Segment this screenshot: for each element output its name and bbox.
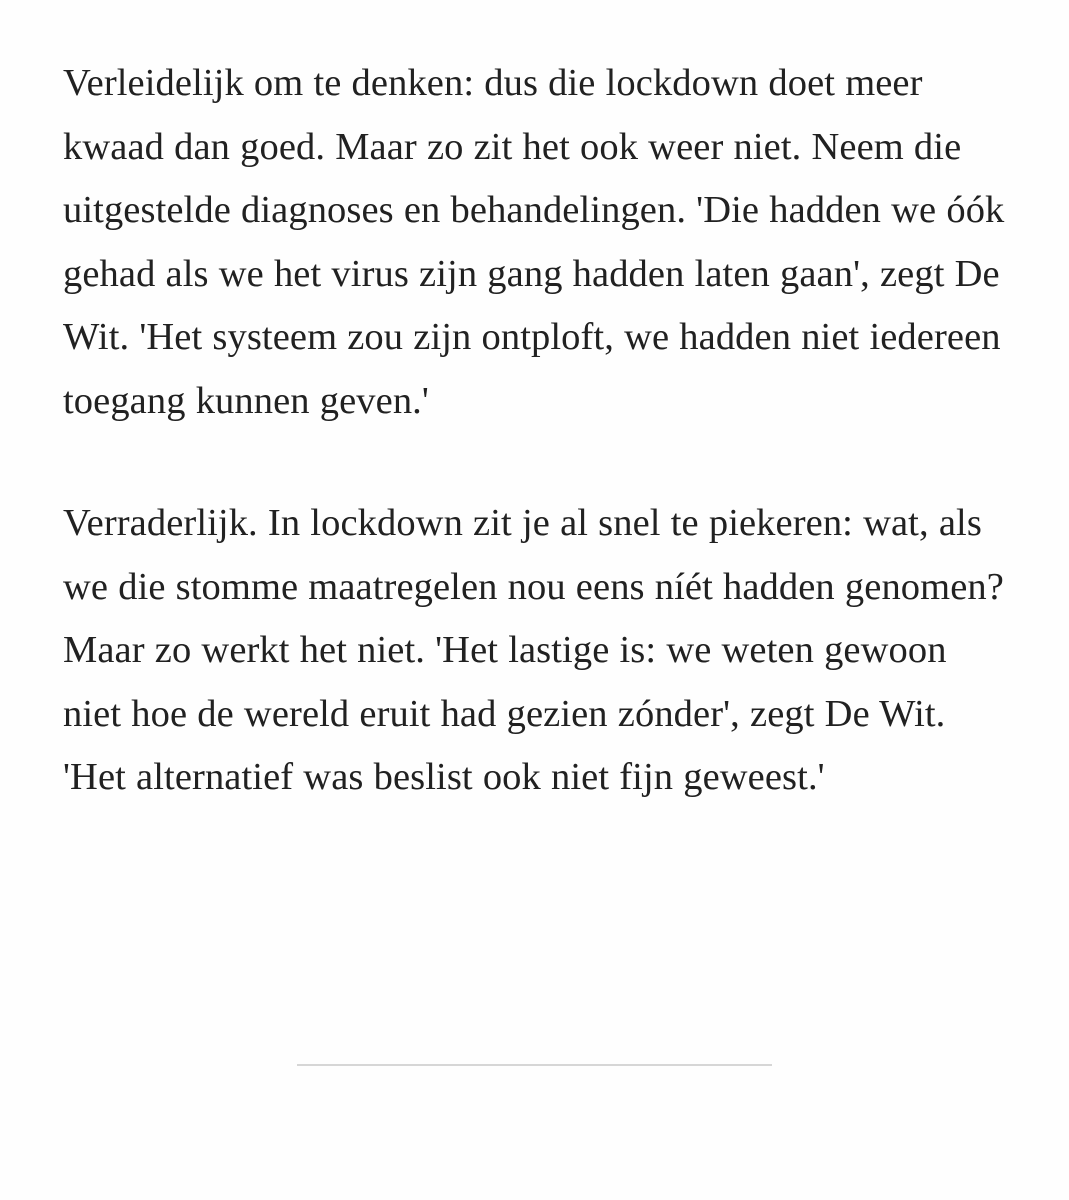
article-paragraph: Verraderlijk. In lockdown zit je al snel te piekeren: wat, als we die stomme maatregelen nou eens níét hadden genomen? Maar zo werkt het niet. 'Het lastige is: we weten gewoon niet hoe de wereld eruit had gezien zónder', zegt De Wit. 'Het alternatief was beslist ook niet fijn geweest.': [63, 502, 1004, 798]
section-divider: [297, 1064, 772, 1066]
article-paragraph: Verleidelijk om te denken: dus die lockdown doet meer kwaad dan goed. Maar zo zit het ook weer niet. Neem die uitgestelde diagnoses en behandelingen. 'Die hadden we óók gehad als we het virus zijn gang hadden laten gaan', zegt De Wit. 'Het systeem zou zijn ontploft, we hadden niet iedereen toegang kunnen geven.': [63, 62, 1005, 422]
article-body: [63, 52, 1008, 810]
